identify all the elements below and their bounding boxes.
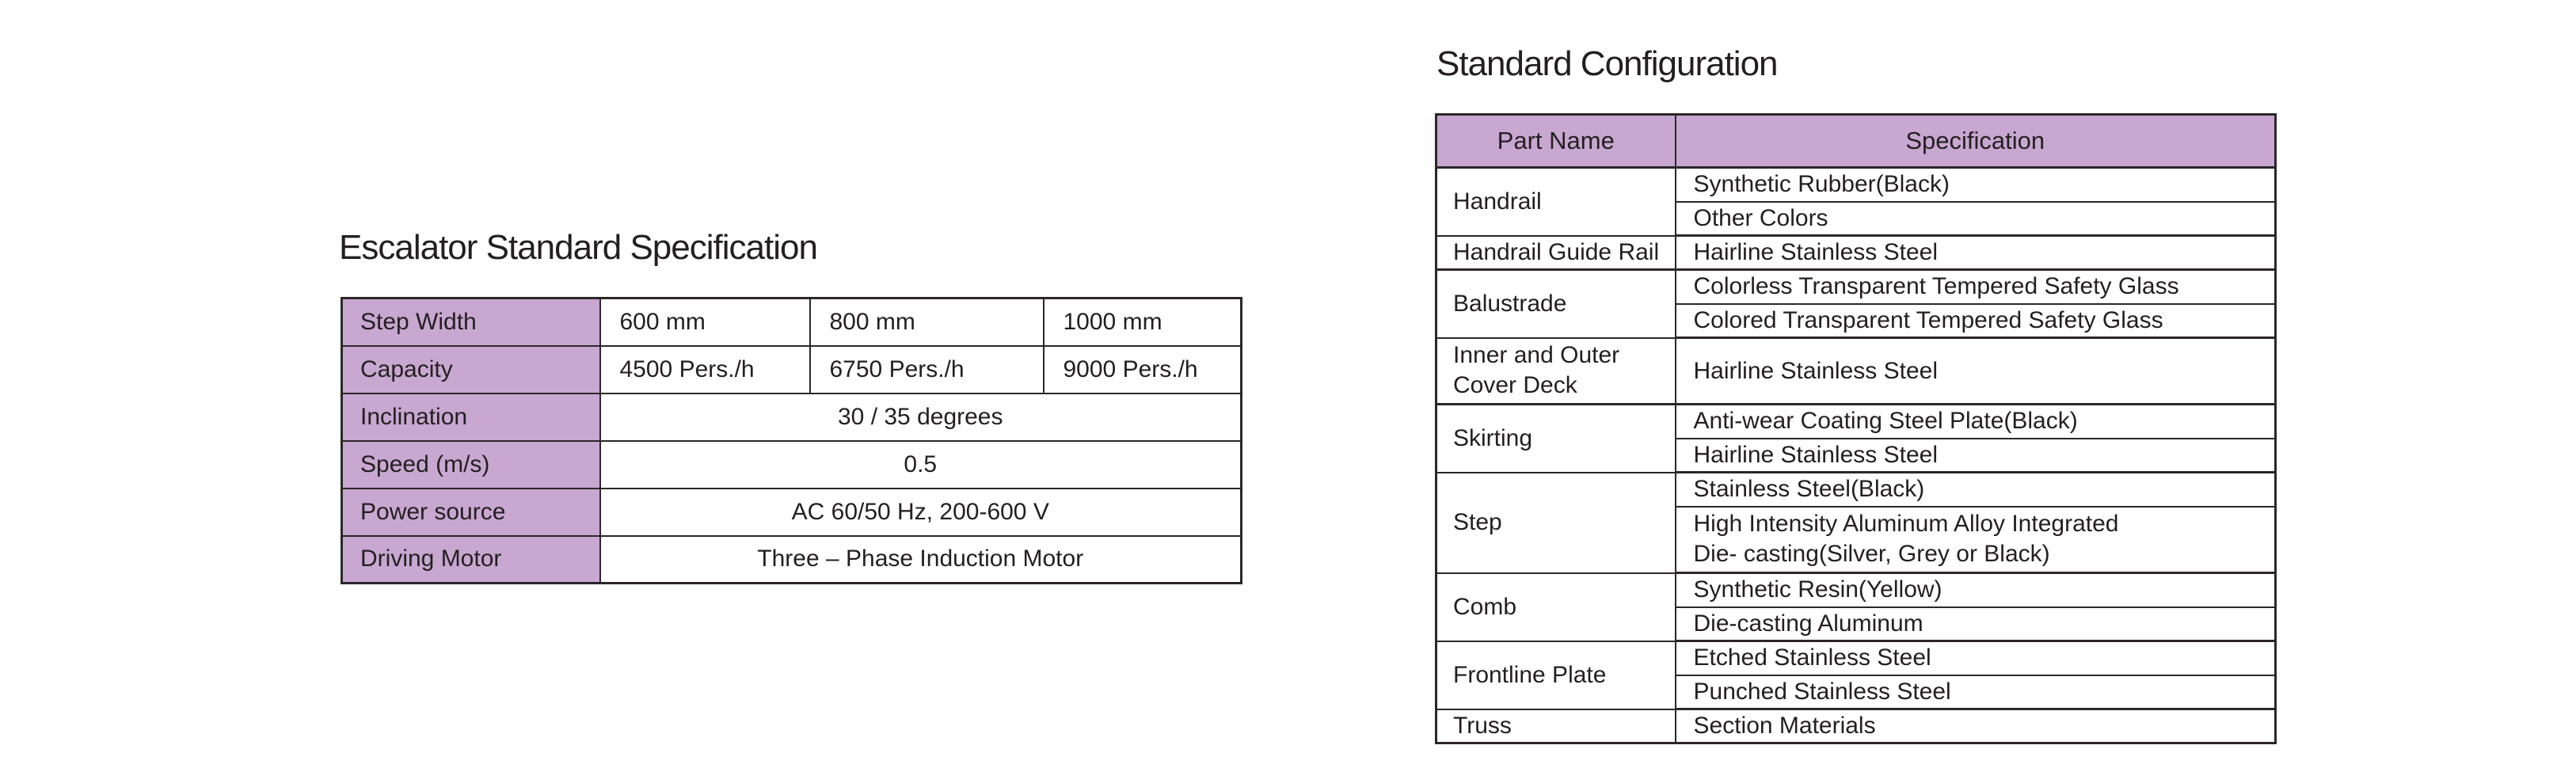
header-row <box>1436 115 2276 168</box>
spec-cell: Anti-wear Coating Steel Plate(Black) <box>1676 405 2276 439</box>
table-row <box>342 489 1242 536</box>
row-label: Power source <box>342 489 600 536</box>
part-name-cell: Handrail Guide Rail <box>1436 236 1676 270</box>
value-cell: 1000 mm <box>1044 298 1242 346</box>
spec-cell: Stainless Steel(Black) <box>1676 473 2276 507</box>
spec-cell: Synthetic Rubber(Black) <box>1676 168 2276 202</box>
part-name-cell: Balustrade <box>1436 270 1676 338</box>
spec-cell: Hairline Stainless Steel <box>1676 338 2276 405</box>
spec-cell: Section Materials <box>1676 709 2276 743</box>
part-name-cell: Skirting <box>1436 405 1676 473</box>
table-row <box>342 394 1242 441</box>
column-header-specification: Specification <box>1676 115 2276 168</box>
spec-cell: Other Colors <box>1676 202 2276 236</box>
table-row <box>1436 473 2276 507</box>
standard-configuration-title: Standard Configuration <box>1436 44 1778 83</box>
value-cell: 6750 Pers./h <box>810 346 1044 394</box>
row-label: Driving Motor <box>342 536 600 584</box>
table-row <box>1436 573 2276 607</box>
table-row <box>1436 338 2276 405</box>
spec-cell: Hairline Stainless Steel <box>1676 439 2276 473</box>
column-header-part-name: Part Name <box>1436 115 1676 168</box>
spec-cell: Etched Stainless Steel <box>1676 641 2276 675</box>
table-row <box>1436 270 2276 304</box>
part-name-cell: Handrail <box>1436 168 1676 236</box>
table-row <box>342 346 1242 394</box>
value-cell: 600 mm <box>600 298 810 346</box>
part-name-cell: Inner and Outer Cover Deck <box>1436 338 1676 405</box>
table-row <box>1436 168 2276 202</box>
value-cell: 800 mm <box>810 298 1044 346</box>
standard-configuration-table <box>1435 113 2277 744</box>
row-label: Capacity <box>342 346 600 394</box>
escalator-spec-title: Escalator Standard Specification <box>339 228 817 267</box>
row-label: Inclination <box>342 394 600 441</box>
table-row <box>342 536 1242 584</box>
spec-cell: Colorless Transparent Tempered Safety Glass <box>1676 270 2276 304</box>
spec-cell: Colored Transparent Tempered Safety Glass <box>1676 304 2276 338</box>
spec-cell: Punched Stainless Steel <box>1676 675 2276 709</box>
value-cell: AC 60/50 Hz, 200-600 V <box>600 489 1242 536</box>
spec-cell: Hairline Stainless Steel <box>1676 236 2276 270</box>
part-name-cell: Truss <box>1436 709 1676 743</box>
table-row <box>1436 405 2276 439</box>
table-row <box>342 298 1242 346</box>
table-row <box>1436 709 2276 743</box>
escalator-spec-table <box>341 297 1242 584</box>
part-name-cell: Comb <box>1436 573 1676 641</box>
value-cell: 0.5 <box>600 441 1242 489</box>
part-name-cell: Frontline Plate <box>1436 641 1676 709</box>
value-cell: 4500 Pers./h <box>600 346 810 394</box>
spec-cell: High Intensity Aluminum Alloy Integrated Die- casting(Silver, Grey or Black) <box>1676 507 2276 573</box>
row-label: Speed (m/s) <box>342 441 600 489</box>
spec-cell: Die-casting Aluminum <box>1676 607 2276 641</box>
spec-cell: Synthetic Resin(Yellow) <box>1676 573 2276 607</box>
value-cell: 30 / 35 degrees <box>600 394 1242 441</box>
value-cell: 9000 Pers./h <box>1044 346 1242 394</box>
table-row <box>342 441 1242 489</box>
value-cell: Three – Phase Induction Motor <box>600 536 1242 584</box>
row-label: Step Width <box>342 298 600 346</box>
table-row <box>1436 641 2276 675</box>
table-row <box>1436 236 2276 270</box>
part-name-cell: Step <box>1436 473 1676 573</box>
